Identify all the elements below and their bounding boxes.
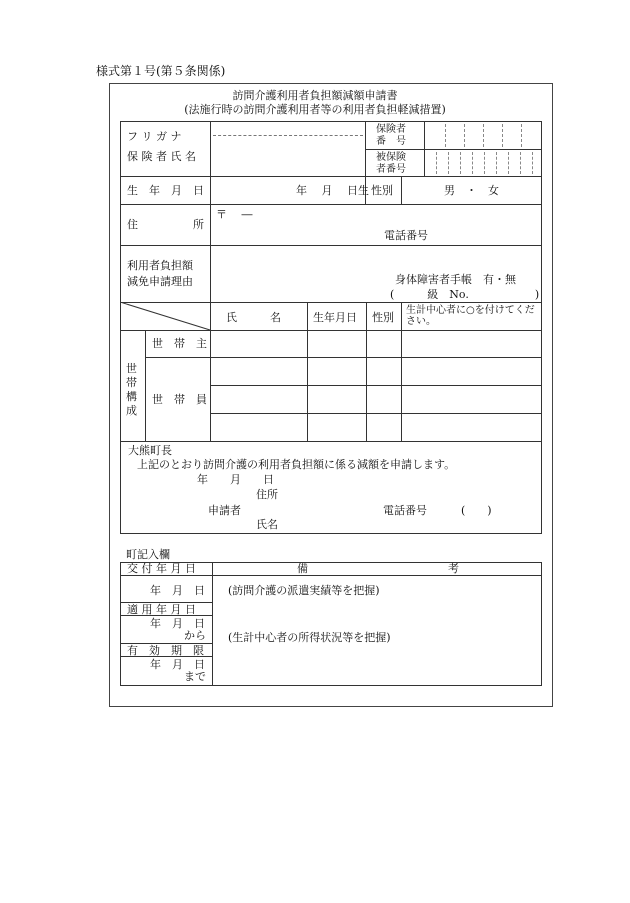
address-label-2: 所 xyxy=(193,218,204,231)
issue-date-label: 交 付 年 月 日 xyxy=(127,562,196,575)
addressee: 大熊町長 xyxy=(128,444,172,457)
insured-number-label-2: 者番号 xyxy=(376,164,406,175)
dob-label: 生 年 月 日 xyxy=(127,184,204,197)
validity-label: 有 効 期 限 xyxy=(127,644,204,657)
household-note-header: 生計中心者に○を付けてください。 xyxy=(406,305,535,327)
sex-value: 男 ・ 女 xyxy=(444,184,499,197)
remark-income: (生計中心者の所得状況等を把握) xyxy=(228,631,391,644)
insured-name-label: 保 険 者 氏 名 xyxy=(127,150,196,163)
household-dob-header: 生年月日 xyxy=(313,311,357,324)
declaration-address-label: 住所 xyxy=(256,488,278,501)
insured-number-label-1: 被保険 xyxy=(376,152,406,163)
postal-mark: 〒 ― xyxy=(216,208,253,221)
applicable-date-value: 年 月 日 xyxy=(150,617,205,630)
form-number: 様式第１号(第５条関係) xyxy=(96,64,226,78)
household-group-label: 世帯構成 xyxy=(126,362,137,417)
form-subtitle: (法施行時の訪問介護利用者等の利用者負担軽減措置) xyxy=(184,103,446,116)
household-name-header: 氏 名 xyxy=(226,311,281,324)
issue-date-value: 年 月 日 xyxy=(150,584,205,597)
applicable-date-label: 適 用 年 月 日 xyxy=(127,603,196,616)
remarks-label-2: 考 xyxy=(448,562,459,575)
declaration-statement: 上記のとおり訪問介護の利用者負担額に係る減額を申請します。 xyxy=(137,458,456,471)
insurer-label-2: 番 号 xyxy=(376,136,406,147)
household-member-label: 世 帯 員 xyxy=(152,393,207,406)
declaration-date: 年 月 日 xyxy=(197,473,274,486)
validity-value: 年 月 日 xyxy=(150,658,205,671)
declaration-name-label: 氏名 xyxy=(256,518,278,531)
insurer-label-1: 保険者 xyxy=(376,124,406,135)
household-sex-header: 性別 xyxy=(372,311,394,324)
remarks-label-1: 備 xyxy=(297,562,308,575)
reason-label-1: 利用者負担額 xyxy=(127,259,193,272)
declaration-phone-paren: ( ) xyxy=(461,504,492,517)
declaration-phone-label: 電話番号 xyxy=(383,504,427,517)
disability-label: 身体障害者手帳 有・無 xyxy=(395,273,516,286)
declaration-applicant-label: 申請者 xyxy=(208,504,241,517)
remark-dispatch: (訪問介護の派遣実績等を把握) xyxy=(228,584,380,597)
header-diagonal xyxy=(120,302,211,331)
address-label-1: 住 xyxy=(127,218,138,231)
until-label: まで xyxy=(184,670,206,683)
reason-label-2: 減免申請理由 xyxy=(127,275,193,288)
furigana-label: フ リ ガ ナ xyxy=(127,130,182,143)
form-title: 訪問介護利用者負担額減額申請書 xyxy=(232,89,398,102)
from-label: から xyxy=(184,629,206,642)
town-section-label: 町記入欄 xyxy=(126,548,170,561)
grade-label: ( 級 No. ) xyxy=(390,288,540,301)
sex-label: 性別 xyxy=(371,184,393,197)
dob-value: 年 月 日生 xyxy=(296,184,369,197)
household-head-label: 世 帯 主 xyxy=(152,337,207,350)
phone-label: 電話番号 xyxy=(384,229,428,242)
